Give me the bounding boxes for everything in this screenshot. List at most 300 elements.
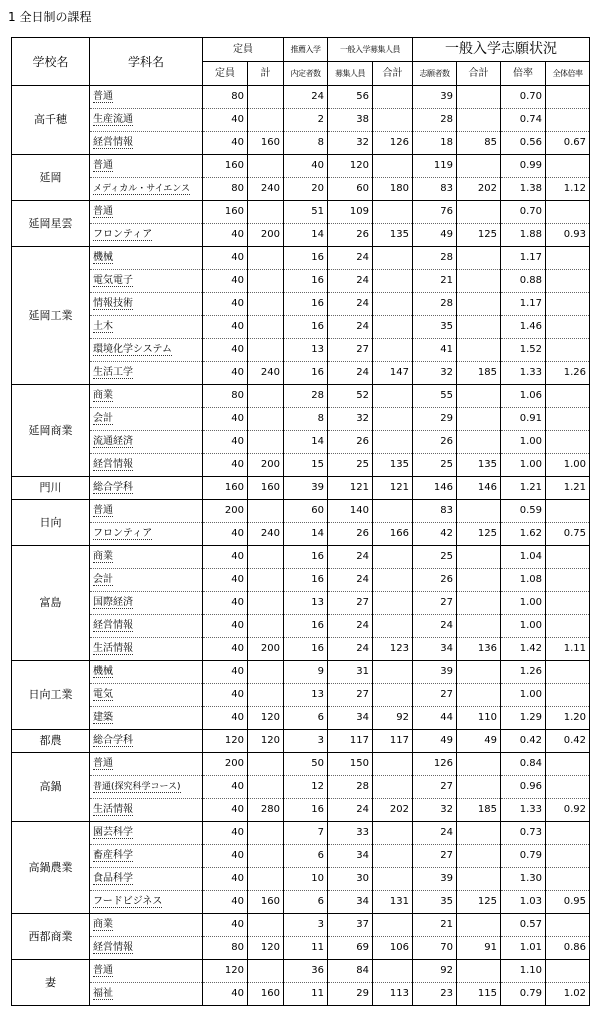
- suisen-cell: 36: [284, 960, 328, 983]
- boshu-cell: 24: [328, 546, 373, 569]
- table-row: [12, 155, 590, 178]
- bairitsu-cell: 1.38: [501, 178, 546, 201]
- dept-cell: [90, 592, 203, 615]
- suisen-cell: 39: [284, 477, 328, 500]
- dept-cell: [90, 293, 203, 316]
- boshu-cell: 33: [328, 822, 373, 845]
- table-row: [12, 638, 590, 661]
- suisen-cell: 7: [284, 822, 328, 845]
- suisen-cell: 13: [284, 592, 328, 615]
- dept-cell: [90, 546, 203, 569]
- header-bairitsu: 倍率: [501, 62, 546, 86]
- zentai-cell: [546, 431, 590, 454]
- gokei2-cell: [457, 960, 501, 983]
- boshu-cell: 24: [328, 293, 373, 316]
- dept-cell: [90, 891, 203, 914]
- dept-name: 普通: [93, 206, 113, 217]
- boshu-cell: 28: [328, 776, 373, 799]
- dept-name: 福祉: [93, 988, 113, 999]
- zentai-cell: [546, 684, 590, 707]
- table-body: [12, 86, 590, 1006]
- table-row: [12, 684, 590, 707]
- table-row: [12, 592, 590, 615]
- zentai-cell: [546, 86, 590, 109]
- shigan-cell: 49: [413, 224, 457, 247]
- dept-name: フロンティア: [93, 229, 153, 240]
- gokei1-cell: [373, 569, 413, 592]
- kei-cell: [248, 408, 284, 431]
- suisen-cell: 16: [284, 615, 328, 638]
- bairitsu-cell: 1.00: [501, 431, 546, 454]
- gokei1-cell: 113: [373, 983, 413, 1006]
- zentai-cell: [546, 500, 590, 523]
- table-row: [12, 753, 590, 776]
- dept-name: 土木: [93, 321, 113, 332]
- gokei2-cell: [457, 845, 501, 868]
- zentai-cell: 1.00: [546, 454, 590, 477]
- shigan-cell: 126: [413, 753, 457, 776]
- suisen-cell: 15: [284, 454, 328, 477]
- dept-name: 生活工学: [93, 367, 133, 378]
- header-shigansha: 志願者数: [413, 62, 457, 86]
- zentai-cell: [546, 201, 590, 224]
- school-name-cell: 延岡工業: [12, 247, 90, 385]
- kei-cell: [248, 431, 284, 454]
- bairitsu-cell: 0.79: [501, 845, 546, 868]
- zentai-cell: [546, 408, 590, 431]
- gokei2-cell: [457, 592, 501, 615]
- teiin-cell: 40: [203, 822, 248, 845]
- table-row: [12, 822, 590, 845]
- boshu-cell: 24: [328, 270, 373, 293]
- suisen-cell: 6: [284, 891, 328, 914]
- bairitsu-cell: 1.00: [501, 592, 546, 615]
- boshu-cell: 24: [328, 569, 373, 592]
- dept-cell: [90, 362, 203, 385]
- bairitsu-cell: 0.59: [501, 500, 546, 523]
- bairitsu-cell: 0.84: [501, 753, 546, 776]
- zentai-cell: [546, 270, 590, 293]
- dept-name: 総合学科: [93, 735, 133, 746]
- zentai-cell: 1.21: [546, 477, 590, 500]
- header-suisen-group: 推薦入学: [284, 38, 328, 62]
- shigan-cell: 49: [413, 730, 457, 753]
- gokei1-cell: 126: [373, 132, 413, 155]
- dept-cell: [90, 523, 203, 546]
- gokei1-cell: [373, 684, 413, 707]
- kei-cell: 120: [248, 937, 284, 960]
- gokei1-cell: [373, 431, 413, 454]
- gokei2-cell: 91: [457, 937, 501, 960]
- table-row: [12, 937, 590, 960]
- gokei2-cell: 110: [457, 707, 501, 730]
- suisen-cell: 3: [284, 730, 328, 753]
- boshu-cell: 69: [328, 937, 373, 960]
- dept-cell: [90, 661, 203, 684]
- bairitsu-cell: 1.62: [501, 523, 546, 546]
- header-dept: 学科名: [90, 38, 203, 86]
- shigan-cell: 44: [413, 707, 457, 730]
- dept-cell: [90, 684, 203, 707]
- gokei2-cell: [457, 661, 501, 684]
- dept-name: 国際経済: [93, 597, 133, 608]
- gokei1-cell: 123: [373, 638, 413, 661]
- zentai-cell: [546, 868, 590, 891]
- table-row: [12, 845, 590, 868]
- bairitsu-cell: 0.91: [501, 408, 546, 431]
- bairitsu-cell: 1.08: [501, 569, 546, 592]
- dept-name: 機械: [93, 252, 113, 263]
- suisen-cell: 11: [284, 983, 328, 1006]
- gokei2-cell: 125: [457, 523, 501, 546]
- gokei1-cell: [373, 155, 413, 178]
- boshu-cell: 27: [328, 339, 373, 362]
- dept-name: 畜産科学: [93, 850, 133, 861]
- bairitsu-cell: 0.73: [501, 822, 546, 845]
- zentai-cell: [546, 661, 590, 684]
- gokei2-cell: [457, 431, 501, 454]
- teiin-cell: 40: [203, 569, 248, 592]
- kei-cell: 160: [248, 891, 284, 914]
- bairitsu-cell: 0.88: [501, 270, 546, 293]
- teiin-cell: 40: [203, 799, 248, 822]
- teiin-cell: 40: [203, 661, 248, 684]
- table-row: [12, 477, 590, 500]
- bairitsu-cell: 0.96: [501, 776, 546, 799]
- shigan-cell: 39: [413, 86, 457, 109]
- dept-name: 普通(探究科学コース): [93, 782, 181, 792]
- table-row: [12, 293, 590, 316]
- boshu-cell: 34: [328, 707, 373, 730]
- gokei1-cell: [373, 615, 413, 638]
- gokei1-cell: 180: [373, 178, 413, 201]
- dept-name: 会計: [93, 413, 113, 424]
- bairitsu-cell: 1.10: [501, 960, 546, 983]
- boshu-cell: 38: [328, 109, 373, 132]
- teiin-cell: 40: [203, 109, 248, 132]
- zentai-cell: [546, 776, 590, 799]
- bairitsu-cell: 0.42: [501, 730, 546, 753]
- shigan-cell: 55: [413, 385, 457, 408]
- bairitsu-cell: 0.99: [501, 155, 546, 178]
- teiin-cell: 160: [203, 155, 248, 178]
- teiin-cell: 40: [203, 707, 248, 730]
- gokei2-cell: [457, 822, 501, 845]
- gokei2-cell: [457, 615, 501, 638]
- bairitsu-cell: 1.04: [501, 546, 546, 569]
- teiin-cell: 80: [203, 385, 248, 408]
- zentai-cell: [546, 293, 590, 316]
- gokei2-cell: [457, 293, 501, 316]
- suisen-cell: 2: [284, 109, 328, 132]
- school-name-cell: 高鍋農業: [12, 822, 90, 914]
- bairitsu-cell: 1.52: [501, 339, 546, 362]
- boshu-cell: 52: [328, 385, 373, 408]
- gokei1-cell: 166: [373, 523, 413, 546]
- dept-cell: [90, 339, 203, 362]
- teiin-cell: 40: [203, 776, 248, 799]
- table-row: [12, 776, 590, 799]
- gokei1-cell: [373, 86, 413, 109]
- boshu-cell: 121: [328, 477, 373, 500]
- table-row: [12, 362, 590, 385]
- shigan-cell: 28: [413, 247, 457, 270]
- shigan-cell: 32: [413, 799, 457, 822]
- header-row-1: [12, 38, 590, 62]
- gokei2-cell: [457, 201, 501, 224]
- kei-cell: 160: [248, 477, 284, 500]
- dept-name: 建築: [93, 712, 113, 723]
- gokei1-cell: [373, 914, 413, 937]
- boshu-cell: 37: [328, 914, 373, 937]
- gokei1-cell: [373, 385, 413, 408]
- header-school: 学校名: [12, 38, 90, 86]
- dept-cell: [90, 960, 203, 983]
- zentai-cell: 1.12: [546, 178, 590, 201]
- gokei1-cell: [373, 960, 413, 983]
- kei-cell: [248, 661, 284, 684]
- table-row: [12, 615, 590, 638]
- dept-name: 普通: [93, 160, 113, 171]
- table-row: [12, 661, 590, 684]
- shigan-cell: 21: [413, 914, 457, 937]
- kei-cell: [248, 960, 284, 983]
- kei-cell: [248, 500, 284, 523]
- table-row: [12, 86, 590, 109]
- dept-name: 経営情報: [93, 620, 133, 631]
- suisen-cell: 6: [284, 707, 328, 730]
- table-row: [12, 569, 590, 592]
- shigan-cell: 83: [413, 500, 457, 523]
- kei-cell: [248, 109, 284, 132]
- boshu-cell: 30: [328, 868, 373, 891]
- school-name-cell: 延岡商業: [12, 385, 90, 477]
- teiin-cell: 40: [203, 431, 248, 454]
- dept-cell: [90, 638, 203, 661]
- bairitsu-cell: 1.33: [501, 362, 546, 385]
- zentai-cell: [546, 845, 590, 868]
- teiin-cell: 40: [203, 638, 248, 661]
- table-row: [12, 454, 590, 477]
- zentai-cell: [546, 960, 590, 983]
- kei-cell: 240: [248, 362, 284, 385]
- boshu-cell: 26: [328, 431, 373, 454]
- gokei1-cell: [373, 822, 413, 845]
- suisen-cell: 24: [284, 86, 328, 109]
- zentai-cell: 0.92: [546, 799, 590, 822]
- shigan-cell: 42: [413, 523, 457, 546]
- gokei2-cell: 136: [457, 638, 501, 661]
- table-row: [12, 247, 590, 270]
- gokei1-cell: [373, 316, 413, 339]
- suisen-cell: 8: [284, 408, 328, 431]
- dept-cell: [90, 86, 203, 109]
- dept-cell: [90, 385, 203, 408]
- kei-cell: [248, 845, 284, 868]
- gokei1-cell: [373, 201, 413, 224]
- shigan-cell: 146: [413, 477, 457, 500]
- gokei1-cell: [373, 408, 413, 431]
- school-name-cell: 妻: [12, 960, 90, 1006]
- boshu-cell: 117: [328, 730, 373, 753]
- suisen-cell: 10: [284, 868, 328, 891]
- school-name-cell: 都農: [12, 730, 90, 753]
- suisen-cell: 16: [284, 316, 328, 339]
- shigan-cell: 41: [413, 339, 457, 362]
- gokei2-cell: [457, 109, 501, 132]
- teiin-cell: 80: [203, 178, 248, 201]
- gokei1-cell: [373, 661, 413, 684]
- gokei1-cell: [373, 868, 413, 891]
- gokei2-cell: 202: [457, 178, 501, 201]
- boshu-cell: 140: [328, 500, 373, 523]
- dept-cell: [90, 983, 203, 1006]
- boshu-cell: 34: [328, 845, 373, 868]
- gokei1-cell: 106: [373, 937, 413, 960]
- zentai-cell: [546, 546, 590, 569]
- kei-cell: [248, 753, 284, 776]
- table-row: [12, 891, 590, 914]
- dept-name: フードビジネス: [93, 896, 163, 907]
- kei-cell: [248, 270, 284, 293]
- shigan-cell: 26: [413, 431, 457, 454]
- teiin-cell: 200: [203, 753, 248, 776]
- dept-name: 普通: [93, 91, 113, 102]
- teiin-cell: 40: [203, 454, 248, 477]
- shigan-cell: 18: [413, 132, 457, 155]
- dept-name: 総合学科: [93, 482, 133, 493]
- shigan-cell: 26: [413, 569, 457, 592]
- dept-cell: [90, 109, 203, 132]
- bairitsu-cell: 1.42: [501, 638, 546, 661]
- gokei1-cell: [373, 776, 413, 799]
- suisen-cell: 14: [284, 431, 328, 454]
- gokei2-cell: [457, 546, 501, 569]
- boshu-cell: 27: [328, 684, 373, 707]
- dept-cell: [90, 707, 203, 730]
- shigan-cell: 23: [413, 983, 457, 1006]
- page-title: 1 全日制の課程: [8, 10, 92, 24]
- bairitsu-cell: 0.74: [501, 109, 546, 132]
- dept-name: メディカル・サイエンス: [93, 184, 191, 194]
- zentai-cell: 0.93: [546, 224, 590, 247]
- suisen-cell: 6: [284, 845, 328, 868]
- kei-cell: [248, 776, 284, 799]
- zentai-cell: 1.26: [546, 362, 590, 385]
- boshu-cell: 26: [328, 224, 373, 247]
- dept-cell: [90, 201, 203, 224]
- table-row: [12, 523, 590, 546]
- kei-cell: [248, 615, 284, 638]
- header-ippan-group: 一般入学募集人員: [328, 38, 413, 62]
- suisen-cell: 14: [284, 523, 328, 546]
- suisen-cell: 13: [284, 339, 328, 362]
- gokei1-cell: [373, 293, 413, 316]
- gokei2-cell: [457, 684, 501, 707]
- dept-cell: [90, 132, 203, 155]
- shigan-cell: 25: [413, 454, 457, 477]
- table-row: [12, 109, 590, 132]
- kei-cell: [248, 569, 284, 592]
- dept-name: 経営情報: [93, 137, 133, 148]
- header-boshu: 募集人員: [328, 62, 373, 86]
- dept-name: 普通: [93, 758, 113, 769]
- bairitsu-cell: 1.00: [501, 454, 546, 477]
- teiin-cell: 40: [203, 914, 248, 937]
- school-name-cell: 西都商業: [12, 914, 90, 960]
- teiin-cell: 40: [203, 592, 248, 615]
- teiin-cell: 40: [203, 293, 248, 316]
- teiin-cell: 40: [203, 615, 248, 638]
- dept-cell: [90, 247, 203, 270]
- gokei1-cell: [373, 339, 413, 362]
- teiin-cell: 200: [203, 500, 248, 523]
- bairitsu-cell: 1.21: [501, 477, 546, 500]
- shigan-cell: 28: [413, 109, 457, 132]
- kei-cell: [248, 293, 284, 316]
- bairitsu-cell: 1.00: [501, 615, 546, 638]
- bairitsu-cell: 0.56: [501, 132, 546, 155]
- gokei2-cell: 115: [457, 983, 501, 1006]
- suisen-cell: 9: [284, 661, 328, 684]
- dept-name: 生産流通: [93, 114, 133, 125]
- bairitsu-cell: 1.46: [501, 316, 546, 339]
- zentai-cell: 0.42: [546, 730, 590, 753]
- suisen-cell: 16: [284, 362, 328, 385]
- table-row: [12, 500, 590, 523]
- shigan-cell: 27: [413, 592, 457, 615]
- shigan-cell: 27: [413, 845, 457, 868]
- kei-cell: 200: [248, 638, 284, 661]
- gokei2-cell: [457, 247, 501, 270]
- gokei1-cell: 121: [373, 477, 413, 500]
- kei-cell: 280: [248, 799, 284, 822]
- boshu-cell: 60: [328, 178, 373, 201]
- suisen-cell: 51: [284, 201, 328, 224]
- teiin-cell: 40: [203, 845, 248, 868]
- bairitsu-cell: 1.17: [501, 293, 546, 316]
- shigan-cell: 83: [413, 178, 457, 201]
- dept-cell: [90, 431, 203, 454]
- dept-cell: [90, 799, 203, 822]
- kei-cell: [248, 684, 284, 707]
- dept-name: 情報技術: [93, 298, 133, 309]
- bairitsu-cell: 0.79: [501, 983, 546, 1006]
- shigan-cell: 76: [413, 201, 457, 224]
- header-gokei2: 合計: [457, 62, 501, 86]
- teiin-cell: 40: [203, 868, 248, 891]
- dept-name: フロンティア: [93, 528, 153, 539]
- dept-name: 園芸科学: [93, 827, 133, 838]
- table-row: [12, 316, 590, 339]
- dept-name: 機械: [93, 666, 113, 677]
- table-row: [12, 983, 590, 1006]
- bairitsu-cell: 1.88: [501, 224, 546, 247]
- gokei1-cell: [373, 270, 413, 293]
- dept-cell: [90, 270, 203, 293]
- table-row: [12, 914, 590, 937]
- table-row: [12, 132, 590, 155]
- bairitsu-cell: 1.01: [501, 937, 546, 960]
- bairitsu-cell: 0.70: [501, 201, 546, 224]
- dept-cell: [90, 615, 203, 638]
- table-row: [12, 960, 590, 983]
- bairitsu-cell: 0.57: [501, 914, 546, 937]
- dept-name: 食品科学: [93, 873, 133, 884]
- kei-cell: [248, 247, 284, 270]
- zentai-cell: [546, 753, 590, 776]
- dept-name: 経営情報: [93, 459, 133, 470]
